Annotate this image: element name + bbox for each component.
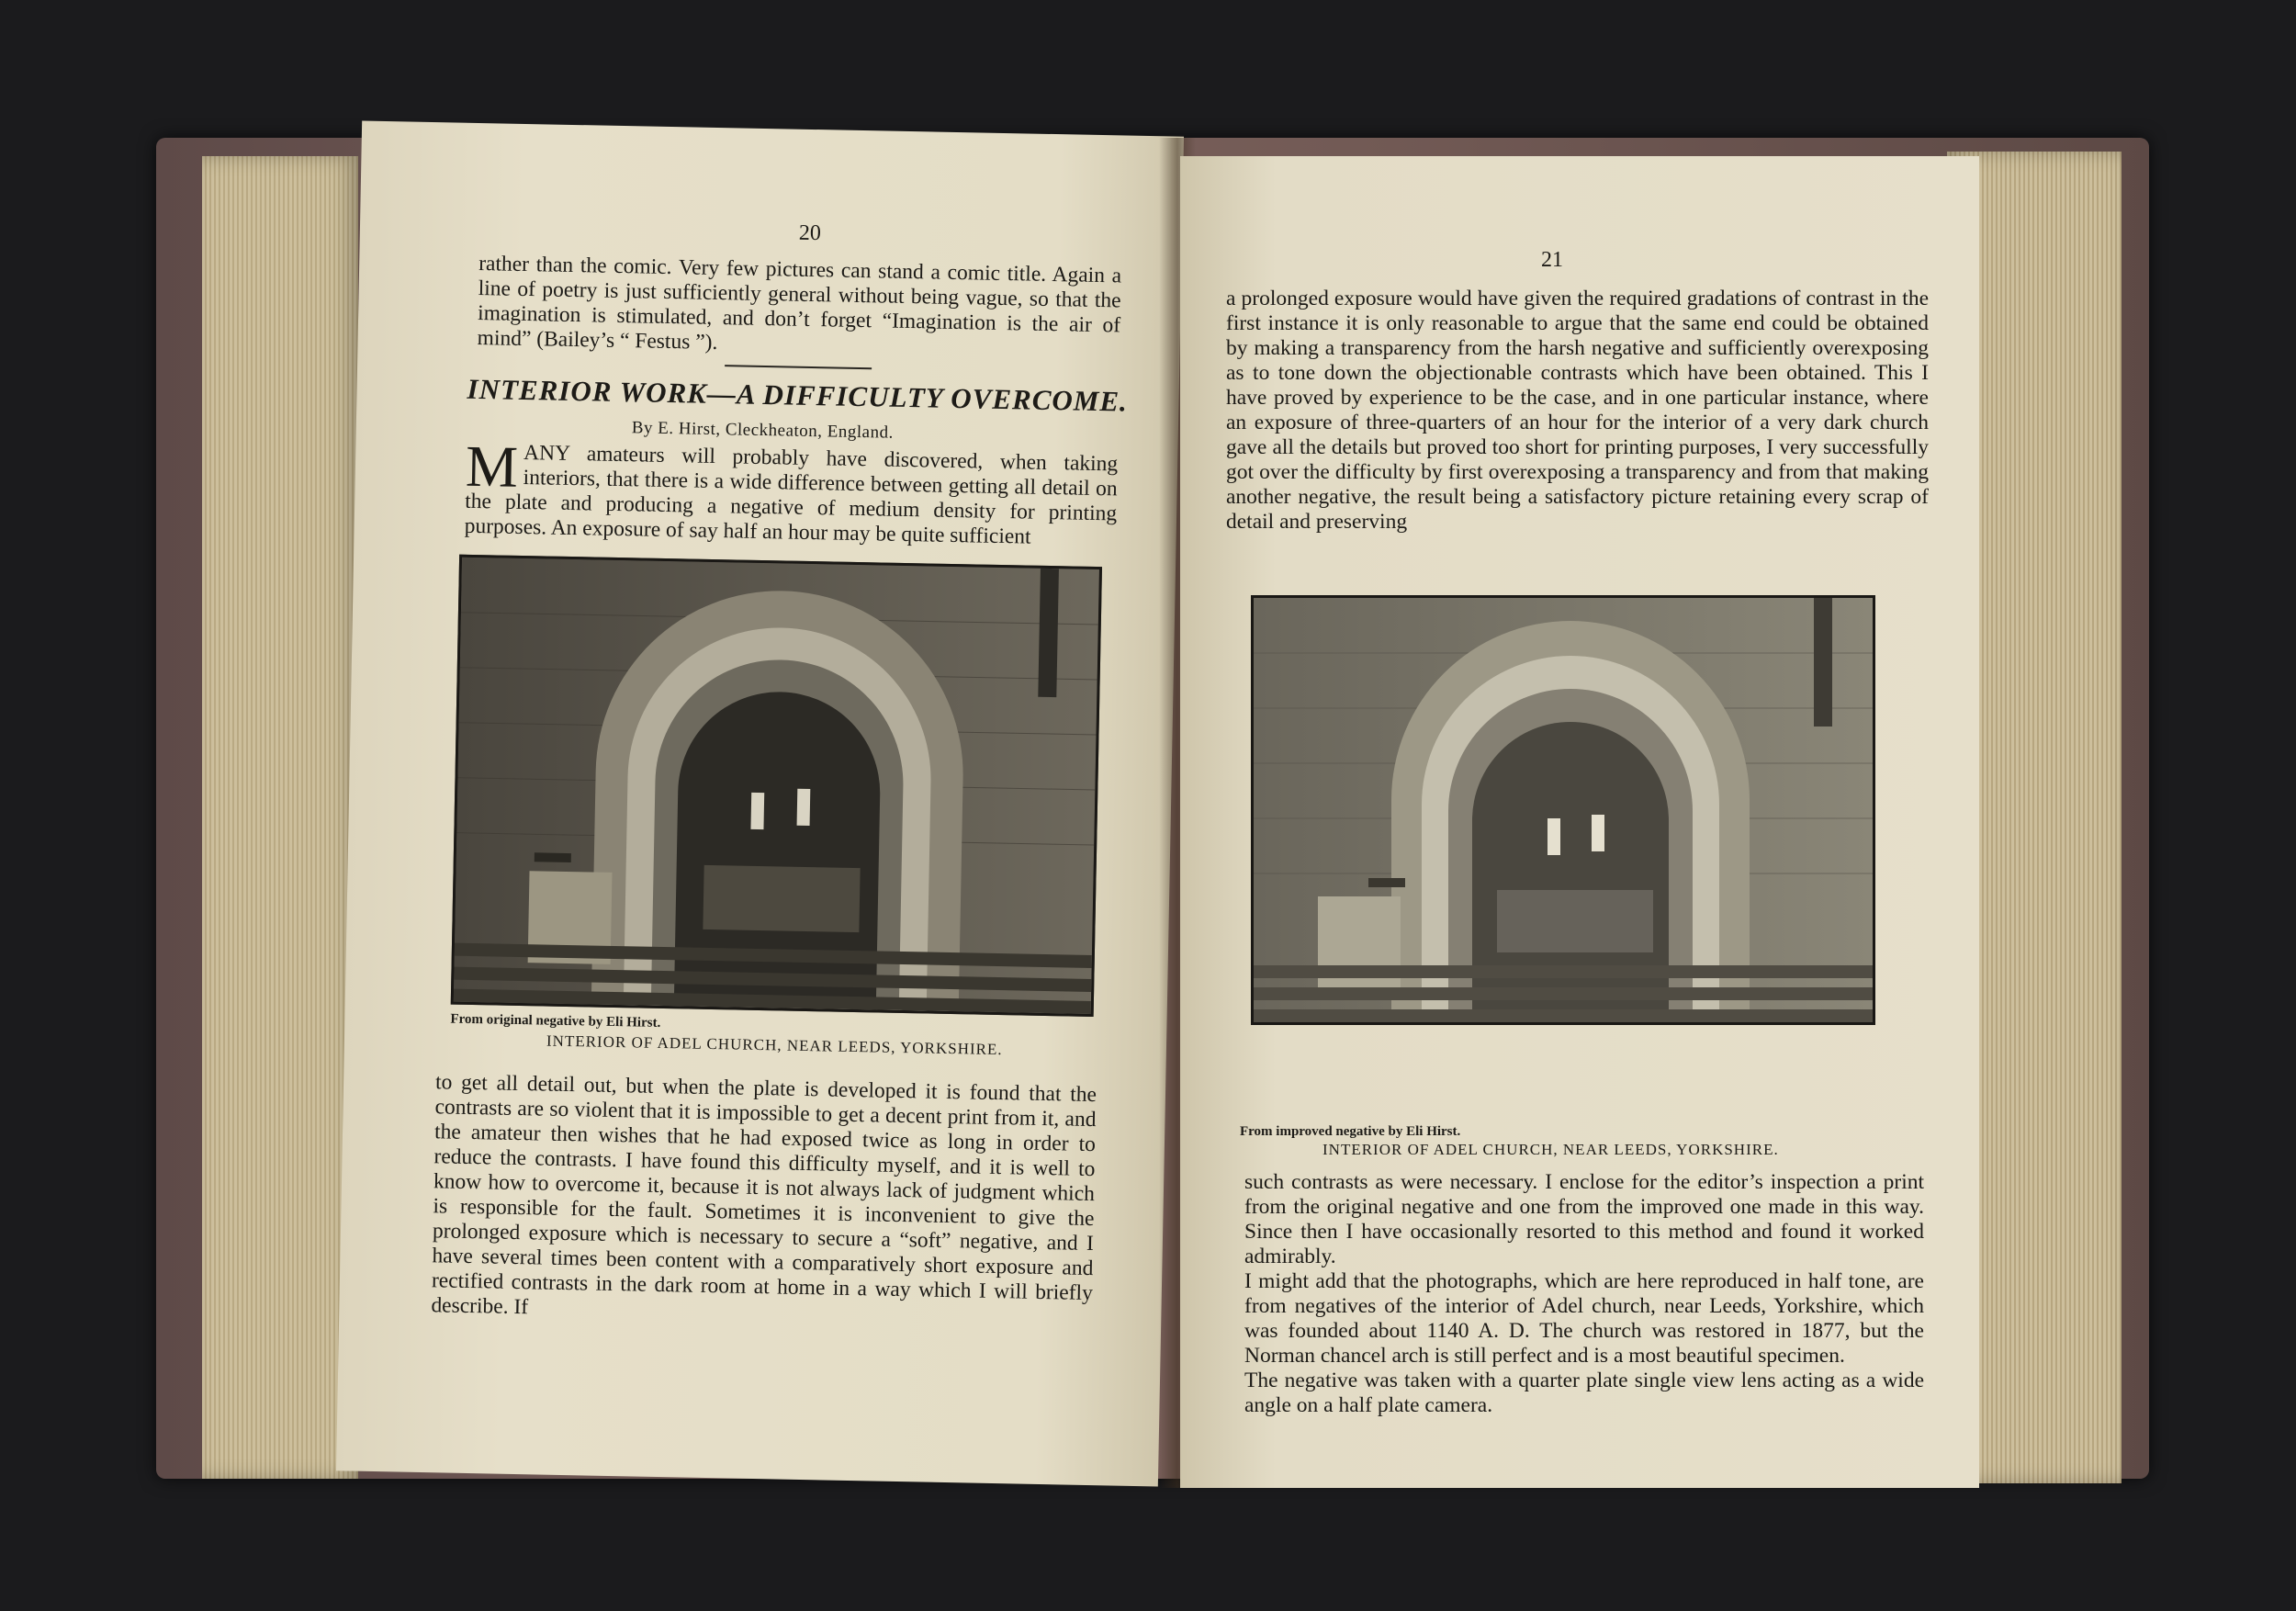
paragraph-1: such contrasts as were necessary. I enclose for the editor’s inspection a print from the original negative and one from the improved one made in this way. Since then I have occasionally resorted to this method and found it worked admirably. <box>1244 1170 1924 1268</box>
photo-credit: From improved negative by Eli Hirst. <box>1240 1124 1461 1139</box>
article-title: INTERIOR WORK—A DIFFICULTY OVERCOME. <box>467 372 1129 418</box>
church-interior-photo-original <box>451 555 1102 1017</box>
page-number: 21 <box>1541 248 1563 272</box>
photo-credit: From original negative by Eli Hirst. <box>450 1011 661 1031</box>
photo-title: INTERIOR OF ADEL CHURCH, NEAR LEEDS, YORKSHIRE. <box>546 1031 1003 1059</box>
intro-paragraph: M ANY amateurs will probably have discovered, when taking interiors, that there is a wide difference between getting all detail on the plate and producing a negative of medium density for printing purposes. An exposure of say half an hour may be quite sufficient <box>464 433 1119 549</box>
right-page <box>1180 156 1979 1488</box>
article-byline: By E. Hirst, Cleckheaton, England. <box>631 418 895 443</box>
opening-paragraph: rather than the comic. Very few pictures can stand a comic title. Again a line of poetry is just sufficiently general without being vague, so that the imagination is stimulated, and don’t forget “Imagination is the air of mind” (Bailey’s “ Festus ”). <box>477 252 1122 355</box>
page-number: 20 <box>798 220 822 246</box>
church-interior-photo-improved <box>1251 595 1875 1025</box>
photo-title: INTERIOR OF ADEL CHURCH, NEAR LEEDS, YORKSHIRE. <box>1322 1141 1779 1158</box>
page-edges-left <box>202 156 358 1479</box>
top-paragraph: a prolonged exposure would have given the required gradations of contrast in the first instance it is only reasonable to argue that the same end could be obtained by making a transparency from the harsh negative and sufficiently overexposing as to tone down the objectionable contrasts which have been obtained. This I have proved by experience to be the case, and in one particular instance, where an exposure of three-quarters of an hour for the interior of a very dark church gave all the details but proved too short for printing purposes, I very successfully got over the difficulty by first overexposing a transparency and from that making another negative, the result being a satisfactory picture retaining every scrap of detail and preserving <box>1226 287 1929 534</box>
drop-cap: M <box>465 433 519 500</box>
church-arch-image <box>454 558 1099 1014</box>
section-divider <box>725 365 872 369</box>
paragraph-3: The negative was taken with a quarter plate single view lens acting as a wide angle on a half plate camera. <box>1244 1369 1924 1417</box>
continued-paragraph: to get all detail out, but when the plate is developed it is found that the contrasts are so violent that it is impossible to get a decent print from it, and the amateur then wishes that he had exposed twice as long in order to reduce the contrasts. I have found this difficulty myself, and it is well to know how to overcome it, because it is not always lack of judgment which is responsible for the fault. Sometimes it is inconvenient to give the prolonged exposure which is necessary to secure a “soft” negative, and I have several times been content with a comparatively short exposure and rectified contrasts in the dark room at home in a way which I will briefly describe. If <box>431 1070 1097 1320</box>
church-arch-image <box>1254 598 1873 1022</box>
left-page <box>336 121 1184 1487</box>
paragraph-2: I might add that the photographs, which are here reproduced in half tone, are from negatives of the interior of Adel church, near Leeds, Yorkshire, which was founded about 1140 A. D. The church was restored in 1877, but the Norman chancel arch is still perfect and is a most beautiful specimen. <box>1244 1269 1924 1368</box>
